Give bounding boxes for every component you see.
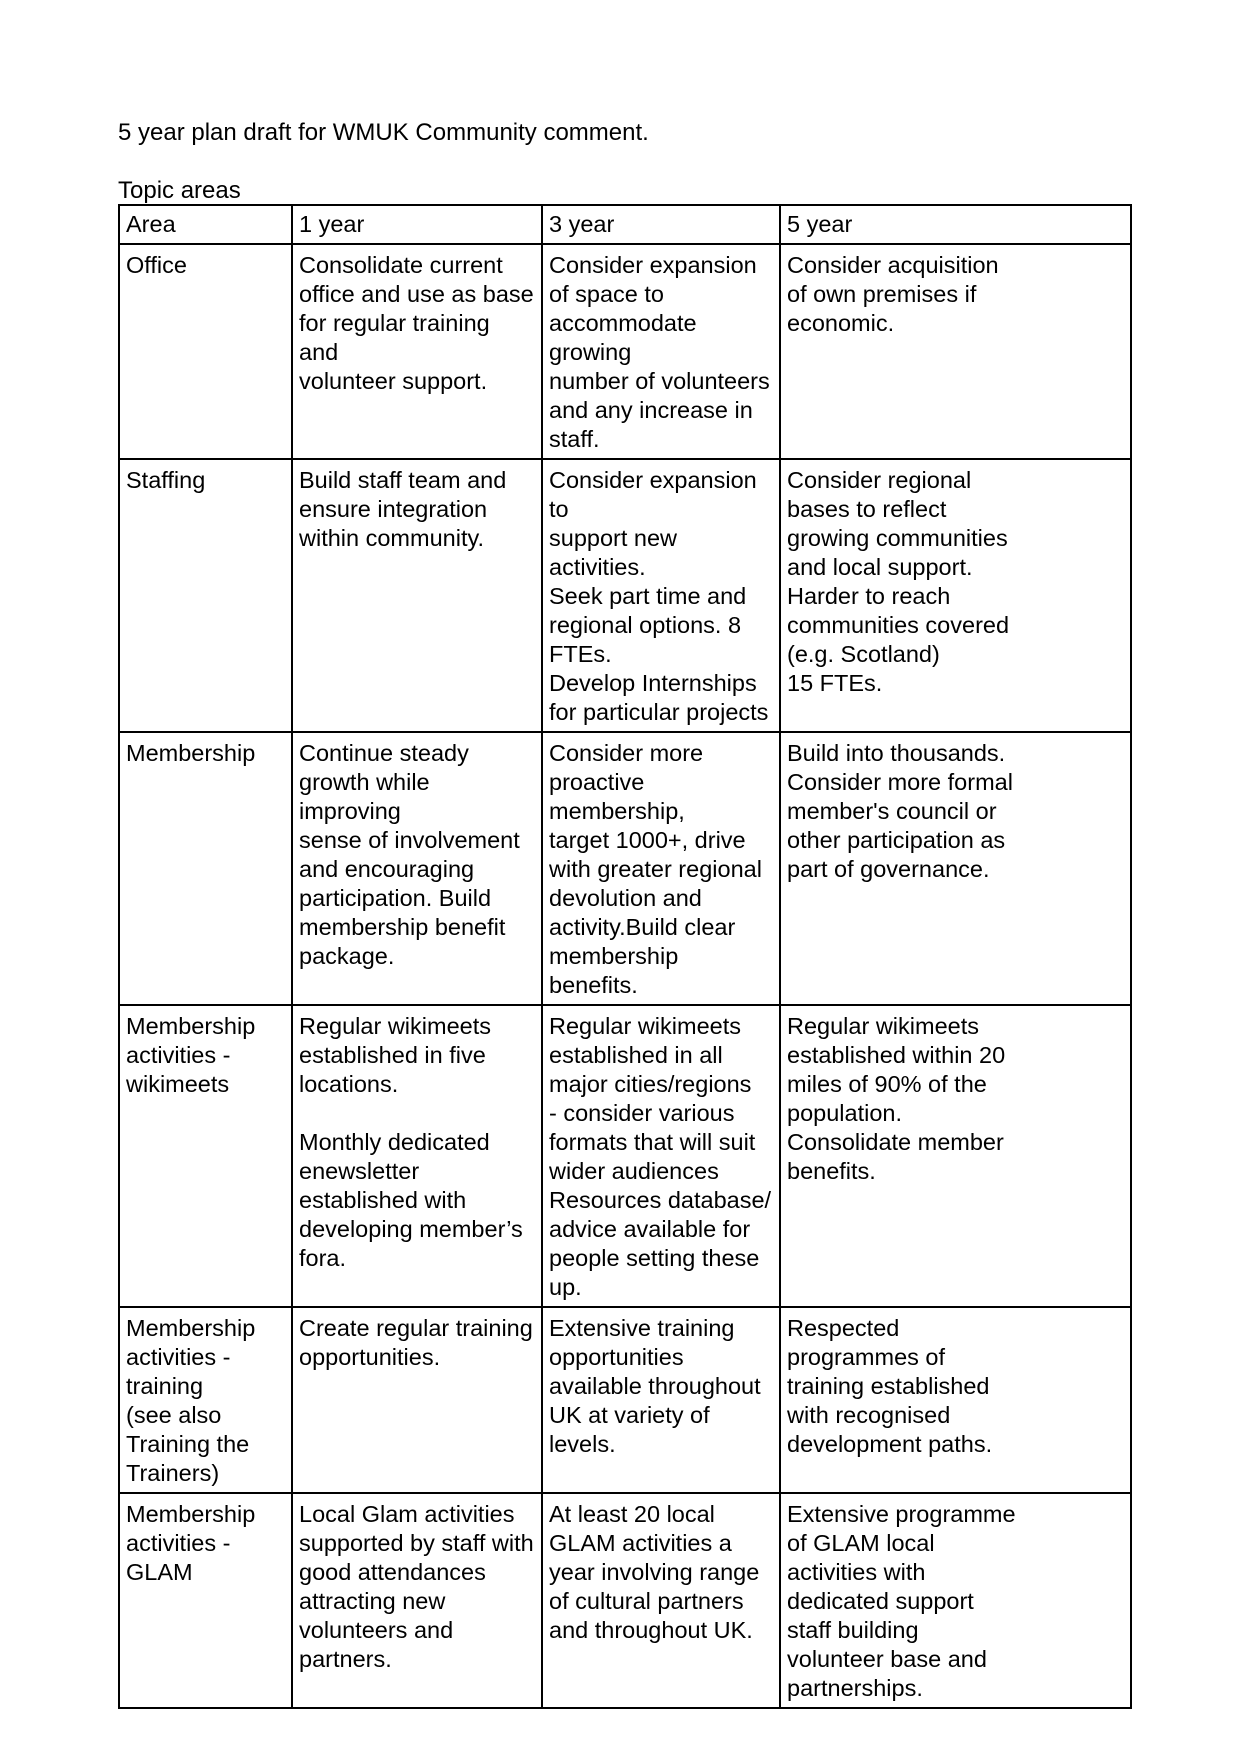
row-5-year: Consider regional bases to reflect growing communities and local support. Harder to reach communities covered (e.g. Scotland) 15 FTEs. (780, 459, 1131, 732)
row-3-year: Consider more proactive membership, target 1000+, drive with greater regional devolution and activity.Build clear membership benefits. (542, 732, 780, 1005)
plan-table (118, 204, 1132, 1709)
row-area: Membership activities - wikimeets (119, 1005, 292, 1307)
header-1-year: 1 year (292, 205, 542, 244)
row-1-year: Regular wikimeets established in five locations. Monthly dedicated enewsletter established with developing member’s fora. (292, 1005, 542, 1307)
row-5-year: Extensive programme of GLAM local activities with dedicated support staff building volunteer base and partnerships. (780, 1493, 1131, 1708)
row-area: Membership activities - training (see also Training the Trainers) (119, 1307, 292, 1493)
row-1-year: Build staff team and ensure integration within community. (292, 459, 542, 732)
row-3-year: At least 20 local GLAM activities a year involving range of cultural partners and throughout UK. (542, 1493, 780, 1708)
row-area: Membership activities - GLAM (119, 1493, 292, 1708)
row-3-year: Consider expansion of space to accommodate growing number of volunteers and any increase in staff. (542, 244, 780, 459)
row-area: Staffing (119, 459, 292, 732)
row-5-year: Build into thousands. Consider more formal member's council or other participation as part of governance. (780, 732, 1131, 1005)
table-row (119, 1307, 1131, 1493)
table-row (119, 1493, 1131, 1708)
row-3-year: Extensive training opportunities available throughout UK at variety of levels. (542, 1307, 780, 1493)
header-area: Area (119, 205, 292, 244)
table-row (119, 732, 1131, 1005)
row-1-year: Consolidate current office and use as base for regular training and volunteer support. (292, 244, 542, 459)
row-3-year: Regular wikimeets established in all major cities/regions - consider various formats that will suit wider audiences Resources database/ advice available for people setting these up. (542, 1005, 780, 1307)
row-5-year: Consider acquisition of own premises if economic. (780, 244, 1131, 459)
header-5-year: 5 year (780, 205, 1131, 244)
header-3-year: 3 year (542, 205, 780, 244)
row-1-year: Create regular training opportunities. (292, 1307, 542, 1493)
row-area: Membership (119, 732, 292, 1005)
table-row (119, 1005, 1131, 1307)
row-area: Office (119, 244, 292, 459)
row-1-year: Continue steady growth while improving sense of involvement and encouraging participation. Build membership benefit package. (292, 732, 542, 1005)
table-row (119, 244, 1131, 459)
row-5-year: Regular wikimeets established within 20 miles of 90% of the population. Consolidate member benefits. (780, 1005, 1131, 1307)
document-title: 5 year plan draft for WMUK Community comment. (118, 119, 649, 146)
table-row (119, 459, 1131, 732)
row-1-year: Local Glam activities supported by staff with good attendances attracting new volunteers and partners. (292, 1493, 542, 1708)
row-5-year: Respected programmes of training established with recognised development paths. (780, 1307, 1131, 1493)
table-header-row (119, 205, 1131, 244)
section-label: Topic areas (118, 177, 241, 204)
row-3-year: Consider expansion to support new activities. Seek part time and regional options. 8 FTEs. Develop Internships for particular projects (542, 459, 780, 732)
